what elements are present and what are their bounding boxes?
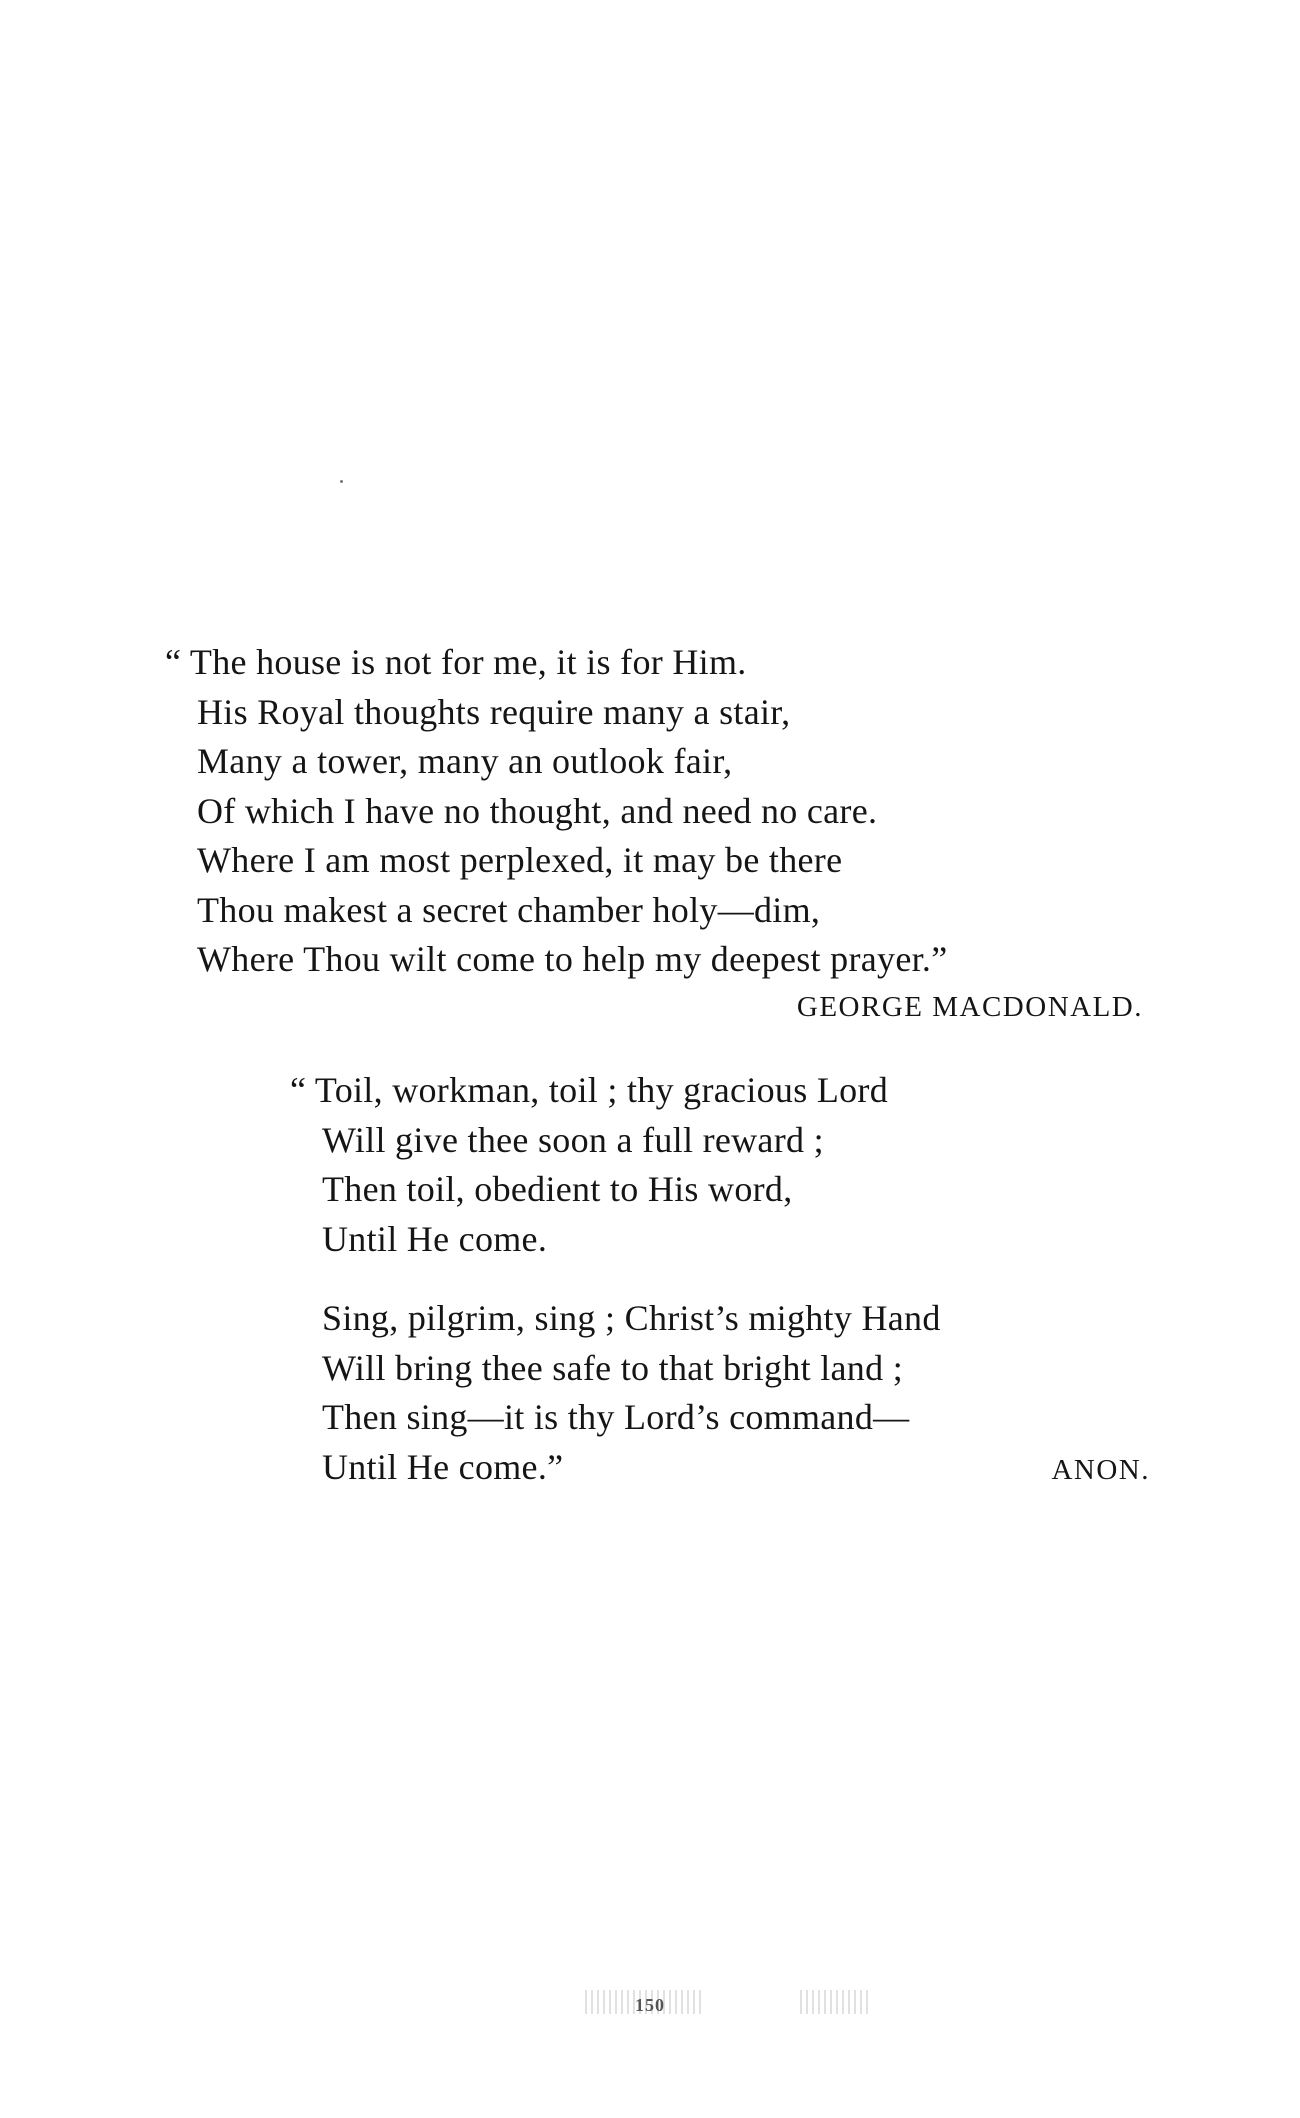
- poem-line: Of which I have no thought, and need no care.: [197, 790, 878, 831]
- ink-speck: [340, 480, 343, 483]
- poem-attribution: ANON.: [1051, 1453, 1150, 1486]
- poem-macdonald: [165, 638, 1155, 1029]
- page-number: 150: [635, 1995, 665, 2015]
- poem-line: Sing, pilgrim, sing ; Christ’s mighty Hand: [322, 1298, 941, 1338]
- poem-line: “ Toil, workman, toil ; thy gracious Lord: [290, 1070, 889, 1110]
- poem-line: Until He come.”: [322, 1446, 564, 1487]
- poem-line: Where Thou wilt come to help my deepest prayer.”: [197, 939, 948, 979]
- poem-line: Will bring thee safe to that bright land ;: [322, 1347, 904, 1388]
- poem-anon: [290, 1066, 1150, 1495]
- poem-line: Thou makest a secret chamber holy—dim,: [197, 889, 821, 930]
- stanza-break: [290, 1264, 1150, 1294]
- poem-line: Then toil, obedient to His word,: [322, 1169, 793, 1209]
- poem-line: Where I am most perplexed, it may be there: [197, 840, 843, 880]
- poem-line: Will give thee soon a full reward ;: [322, 1119, 824, 1160]
- poem-line: Then sing—it is thy Lord’s command—: [322, 1397, 910, 1437]
- poem-last-line: [290, 1443, 1150, 1496]
- poem-line: Many a tower, many an outlook fair,: [197, 741, 733, 781]
- poem-line: His Royal thoughts require many a stair,: [197, 691, 791, 732]
- poem-line: Until He come.: [322, 1218, 548, 1259]
- poem-attribution: GEORGE MACDONALD.: [796, 990, 1143, 1023]
- poem-line: “ The house is not for me, it is for Him.: [165, 642, 747, 682]
